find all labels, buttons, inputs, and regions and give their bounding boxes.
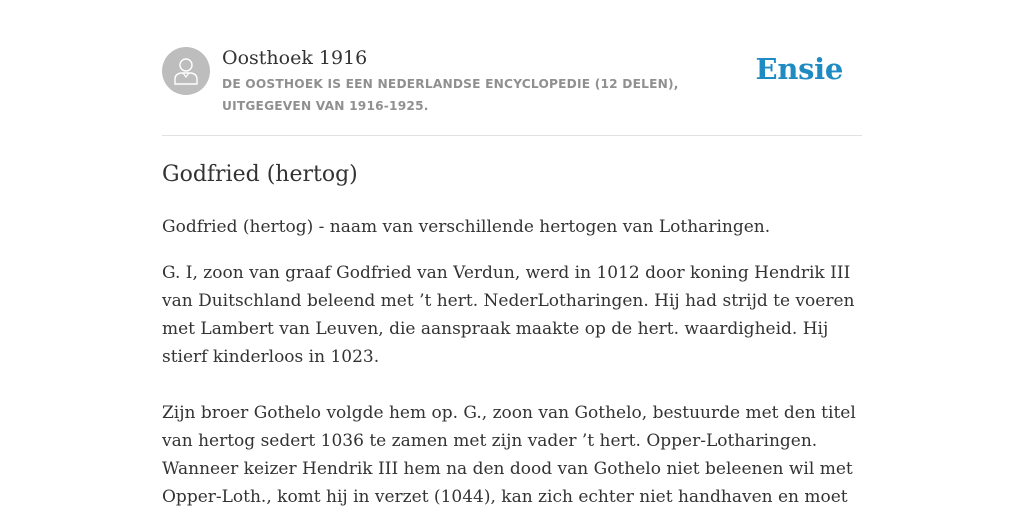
avatar[interactable] bbox=[162, 47, 210, 95]
user-icon bbox=[172, 56, 200, 86]
page bbox=[162, 0, 862, 511]
article-lead: Godfried (hertog) - naam van verschillende hertogen van Lotharingen. bbox=[162, 217, 771, 237]
article-paragraph: G. I, zoon van graaf Godfried van Verdun, werd in 1012 door koning Hendrik III van Duitschland beleend met ’t hert. NederLotharingen. Hij had strijd te voeren met Lambert van Leuven, die aanspraak maakte op de hert. waardigheid. Hij stierf kinderloos in 1023. bbox=[162, 263, 855, 367]
ensie-logo[interactable]: Ensie bbox=[755, 52, 843, 86]
author-info bbox=[222, 45, 762, 117]
author-name[interactable]: Oosthoek 1916 bbox=[222, 47, 368, 69]
page-header bbox=[162, 0, 862, 136]
article-paragraph: Zijn broer Gothelo volgde hem op. G., zoon van Gothelo, bestuurde met den titel van hertog sedert 1036 te zamen met zijn vader ’t hert. Opper-Lotharingen. Wanneer keizer Hendrik III hem na den dood van Gothelo niet beleenen wil met Opper-Loth., komt hij in verzet (1044), kan zich echter niet handhaven en moet bbox=[162, 403, 856, 507]
article-title: Godfried (hertog) bbox=[162, 162, 358, 187]
author-description: DE OOSTHOEK IS EEN NEDERLANDSE ENCYCLOPEDIE (12 DELEN), UITGEGEVEN VAN 1916-1925. bbox=[222, 77, 679, 113]
